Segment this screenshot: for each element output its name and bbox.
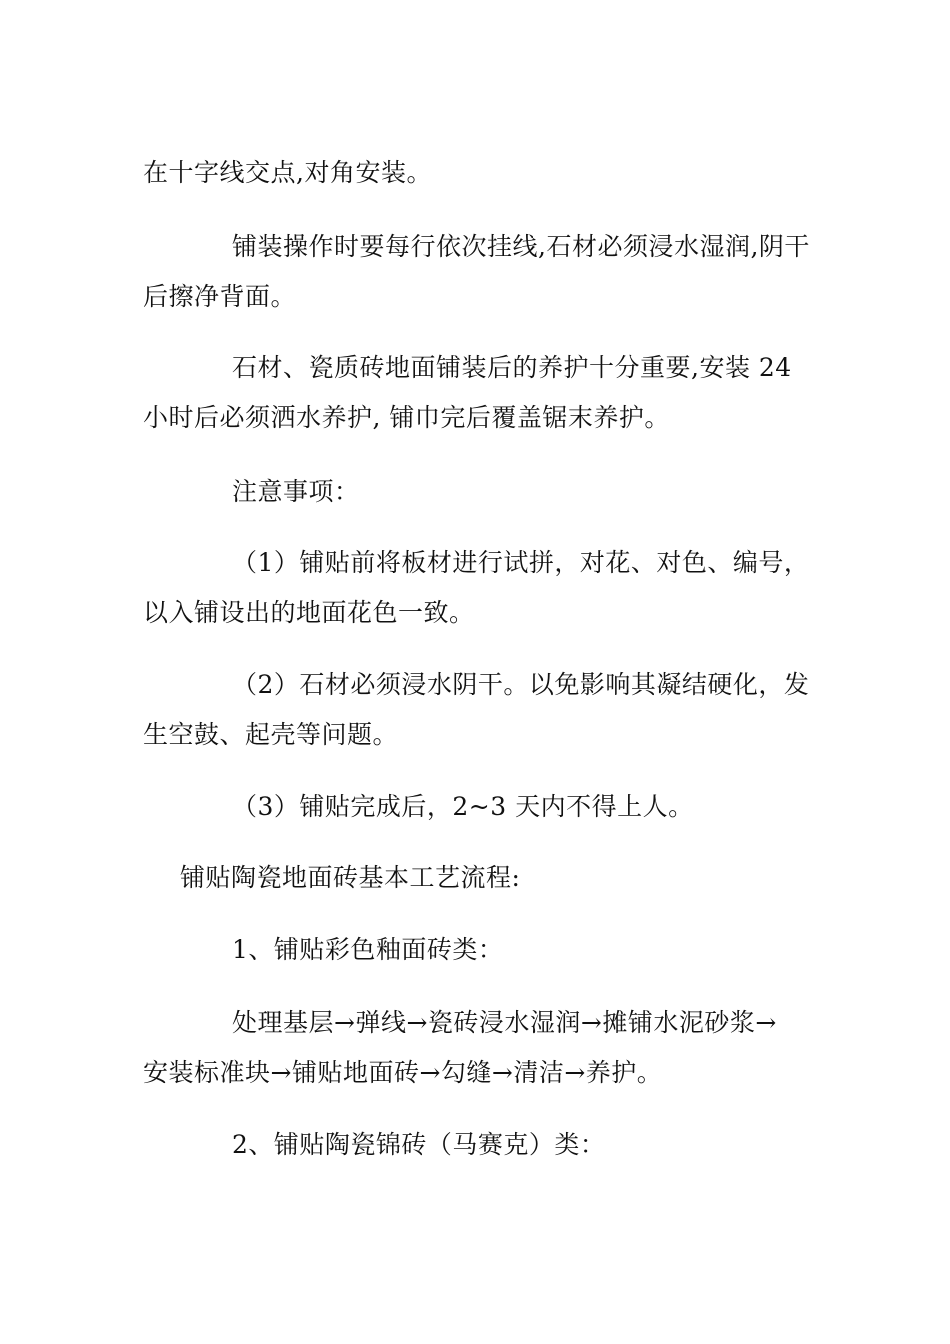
section-heading-process: 铺贴陶瓷地面砖基本工艺流程: — [180, 863, 521, 892]
process-flow-line-2: 安装标准块→铺贴地面砖→勾缝→清洁→养护。 — [143, 1058, 663, 1087]
text-line-1: 在十字线交点,对角安装。 — [143, 158, 432, 187]
text-line-4: 石材、瓷质砖地面铺装后的养护十分重要,安装 24 — [232, 353, 792, 382]
note-item-3: （3）铺贴完成后，2~3 天内不得上人。 — [232, 792, 694, 821]
text-line-3: 后擦净背面。 — [143, 282, 297, 311]
note-item-2: （2）石材必须浸水阴干。以免影响其凝结硬化，发 — [232, 670, 810, 699]
process-item-1-heading: 1、铺贴彩色釉面砖类： — [232, 935, 504, 964]
note-item-1-cont: 以入铺设出的地面花色一致。 — [143, 598, 475, 627]
process-item-2-heading: 2、铺贴陶瓷锦砖（马赛克）类： — [232, 1130, 606, 1159]
process-flow-line-1: 处理基层→弹线→瓷砖浸水湿润→摊铺水泥砂浆→ — [232, 1008, 777, 1037]
note-item-1: （1）铺贴前将板材进行试拼，对花、对色、编号， — [232, 548, 810, 577]
section-heading-notes: 注意事项： — [232, 477, 360, 506]
text-line-2: 铺装操作时要每行依次挂线,石材必须浸水湿润,阴干 — [232, 232, 810, 261]
text-line-5: 小时后必须洒水养护, 铺巾完后覆盖锯末养护。 — [143, 403, 670, 432]
note-item-2-cont: 生空鼓、起壳等问题。 — [143, 720, 399, 749]
